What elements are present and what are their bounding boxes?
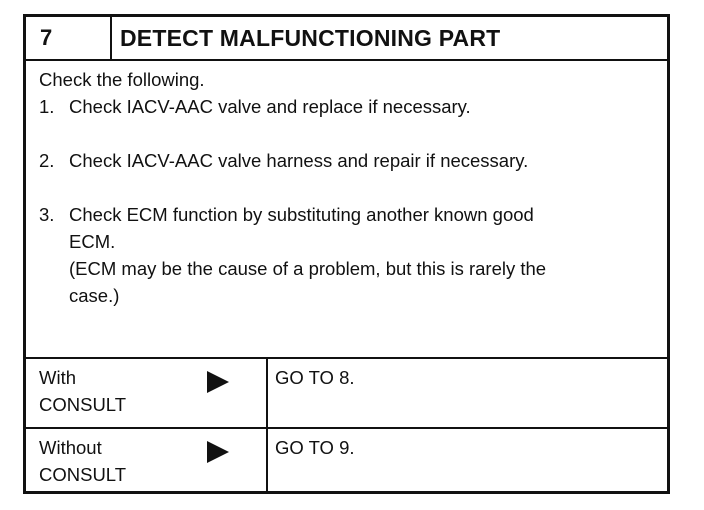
item-note-line-1: (ECM may be the cause of a problem, but this is rarely the bbox=[69, 258, 547, 279]
goto-action: GO TO 8. bbox=[275, 367, 355, 388]
column-divider bbox=[266, 429, 268, 494]
item-number: 2. bbox=[39, 150, 55, 171]
condition-label bbox=[39, 434, 189, 488]
condition-line-1: Without bbox=[39, 437, 102, 458]
step-title: DETECT MALFUNCTIONING PART bbox=[120, 25, 501, 51]
condition-line-2: CONSULT bbox=[39, 464, 127, 485]
condition-line-1: With bbox=[39, 367, 76, 388]
item-text: Check IACV-AAC valve harness and repair if necessary. bbox=[69, 150, 529, 171]
item-number: 3. bbox=[39, 204, 55, 225]
right-triangle-arrow-icon bbox=[207, 441, 229, 463]
item-text-line-2: ECM. bbox=[69, 231, 116, 252]
column-divider bbox=[266, 359, 268, 427]
goto-action: GO TO 9. bbox=[275, 437, 355, 458]
condition-line-2: CONSULT bbox=[39, 394, 127, 415]
condition-label bbox=[39, 364, 189, 418]
step-body bbox=[26, 61, 667, 359]
intro-text: Check the following. bbox=[39, 69, 205, 90]
procedure-box bbox=[23, 14, 670, 494]
right-triangle-arrow-icon bbox=[207, 371, 229, 393]
result-row-without-consult bbox=[26, 429, 667, 494]
item-text-line-1: Check ECM function by substituting another known good bbox=[69, 204, 534, 225]
item-text: Check IACV-AAC valve and replace if necessary. bbox=[69, 96, 471, 117]
step-header bbox=[26, 17, 667, 61]
result-row-with-consult bbox=[26, 359, 667, 429]
item-number: 1. bbox=[39, 96, 55, 117]
item-text bbox=[69, 201, 659, 309]
item-note-line-2: case.) bbox=[69, 285, 120, 306]
step-number: 7 bbox=[26, 17, 112, 59]
